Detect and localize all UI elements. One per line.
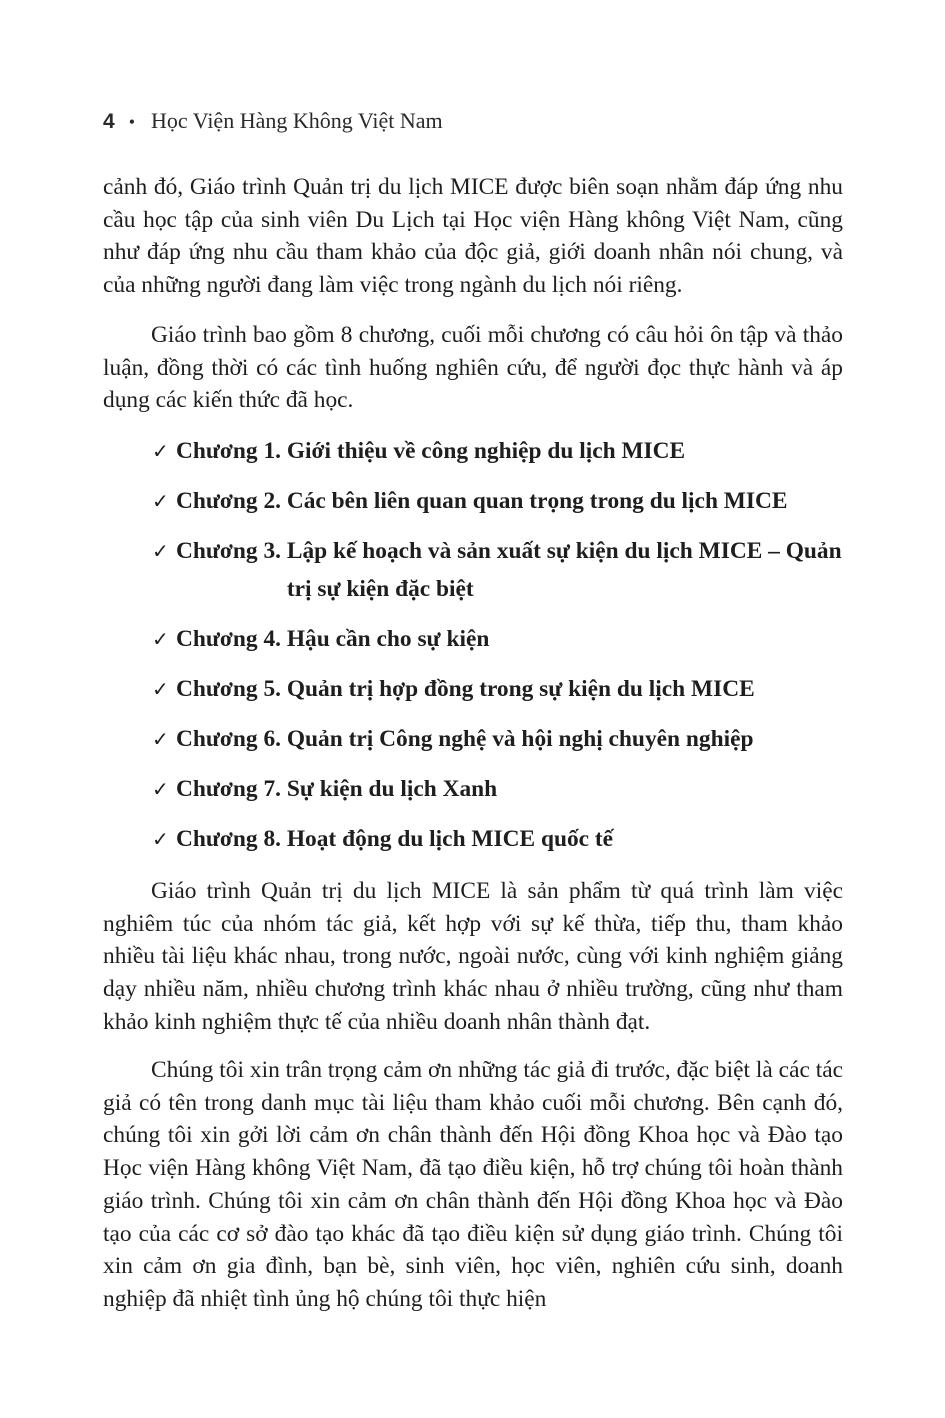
chapter-title: Giới thiệu về công nghiệp du lịch MICE — [286, 438, 686, 464]
chapter-title: Quản trị hợp đồng trong sự kiện du lịch MICE — [286, 676, 755, 702]
chapter-item-2 — [152, 482, 852, 520]
chapter-title: Hậu cần cho sự kiện — [286, 626, 490, 652]
paragraph-authorship: Giáo trình Quản trị du lịch MICE là sản phẩm từ quá trình làm việc nghiêm túc của nhóm tác giả, kết hợp với sự kế thừa, tiếp thu, tham khảo nhiều tài liệu khác nhau, trong nước, ngoài nước, cùng với kinh nghiệm giảng dạy nhiều năm, nhiều chương trình khác nhau ở nhiều trường, cũng như tham khảo kinh nghiệm thực tế của nhiều doanh nhân thành đạt. — [103, 878, 843, 1035]
chapter-title: Sự kiện du lịch Xanh — [286, 776, 498, 802]
chapter-item-4 — [152, 620, 852, 658]
header-publisher: Học Viện Hàng Không Việt Nam — [151, 108, 443, 133]
chapter-number: Chương 5. — [176, 676, 287, 702]
checkmark-icon: ✓ — [152, 489, 169, 513]
chapter-title: Quản trị Công nghệ và hội nghị chuyên nghiệp — [286, 726, 754, 752]
page-number: 4 — [103, 110, 115, 133]
checkmark-icon: ✓ — [152, 439, 169, 463]
chapter-number: Chương 8. — [176, 826, 287, 852]
chapter-number: Chương 6. — [176, 726, 287, 752]
chapter-number: Chương 1. — [176, 438, 287, 464]
chapter-item-3 — [152, 532, 852, 608]
chapter-number: Chương 4. — [176, 626, 287, 652]
checkmark-icon: ✓ — [152, 727, 169, 751]
checkmark-icon: ✓ — [152, 677, 169, 701]
checkmark-icon: ✓ — [152, 827, 169, 851]
running-header — [103, 108, 443, 138]
chapter-number: Chương 2. — [176, 488, 287, 514]
checkmark-icon: ✓ — [152, 539, 169, 563]
header-separator: • — [128, 112, 135, 132]
chapter-item-6 — [152, 720, 852, 758]
paragraph-structure: Giáo trình bao gồm 8 chương, cuối mỗi chương có câu hỏi ôn tập và thảo luận, đồng thời có các tình huống nghiên cứu, để người đọc thực hành và áp dụng các kiến thức đã học. — [103, 322, 843, 414]
chapter-item-1 — [152, 432, 852, 470]
chapter-item-5 — [152, 670, 852, 708]
chapter-title: Các bên liên quan quan trọng trong du lịch MICE — [286, 488, 788, 514]
chapter-number: Chương 7. — [176, 776, 287, 802]
checkmark-icon: ✓ — [152, 627, 169, 651]
chapter-list — [152, 432, 852, 870]
checkmark-icon: ✓ — [152, 777, 169, 801]
chapter-number: Chương 3. — [176, 538, 287, 564]
chapter-item-8 — [152, 820, 852, 858]
chapter-title: Lập kế hoạch và sản xuất sự kiện du lịch MICE – Quản trị sự kiện đặc biệt — [286, 538, 842, 602]
paragraph-intro-continued: cảnh đó, Giáo trình Quản trị du lịch MICE được biên soạn nhằm đáp ứng nhu cầu học tập của sinh viên Du Lịch tại Học viện Hàng không Việt Nam, cũng như đáp ứng nhu cầu tham khảo của độc giả, giới doanh nhân nói chung, và của những người đang làm việc trong ngành du lịch nói riêng. — [103, 174, 843, 299]
chapter-title: Hoạt động du lịch MICE quốc tế — [286, 826, 614, 852]
chapter-item-7 — [152, 770, 852, 808]
paragraph-acknowledgements: Chúng tôi xin trân trọng cảm ơn những tác giả đi trước, đặc biệt là các tác giả có tên trong danh mục tài liệu tham khảo cuối mỗi chương. Bên cạnh đó, chúng tôi xin gởi lời cảm ơn chân thành đến Hội đồng Khoa học và Đào tạo Học viện Hàng không Việt Nam, đã tạo điều kiện, hỗ trợ chúng tôi hoàn thành giáo trình. Chúng tôi xin cảm ơn chân thành đến Hội đồng Khoa học và Đào tạo của các cơ sở đào tạo khác đã tạo điều kiện sử dụng giáo trình. Chúng tôi xin cảm ơn gia đình, bạn bè, sinh viên, học viên, nghiên cứu sinh, doanh nghiệp đã nhiệt tình ủng hộ chúng tôi thực hiện — [103, 1057, 843, 1312]
